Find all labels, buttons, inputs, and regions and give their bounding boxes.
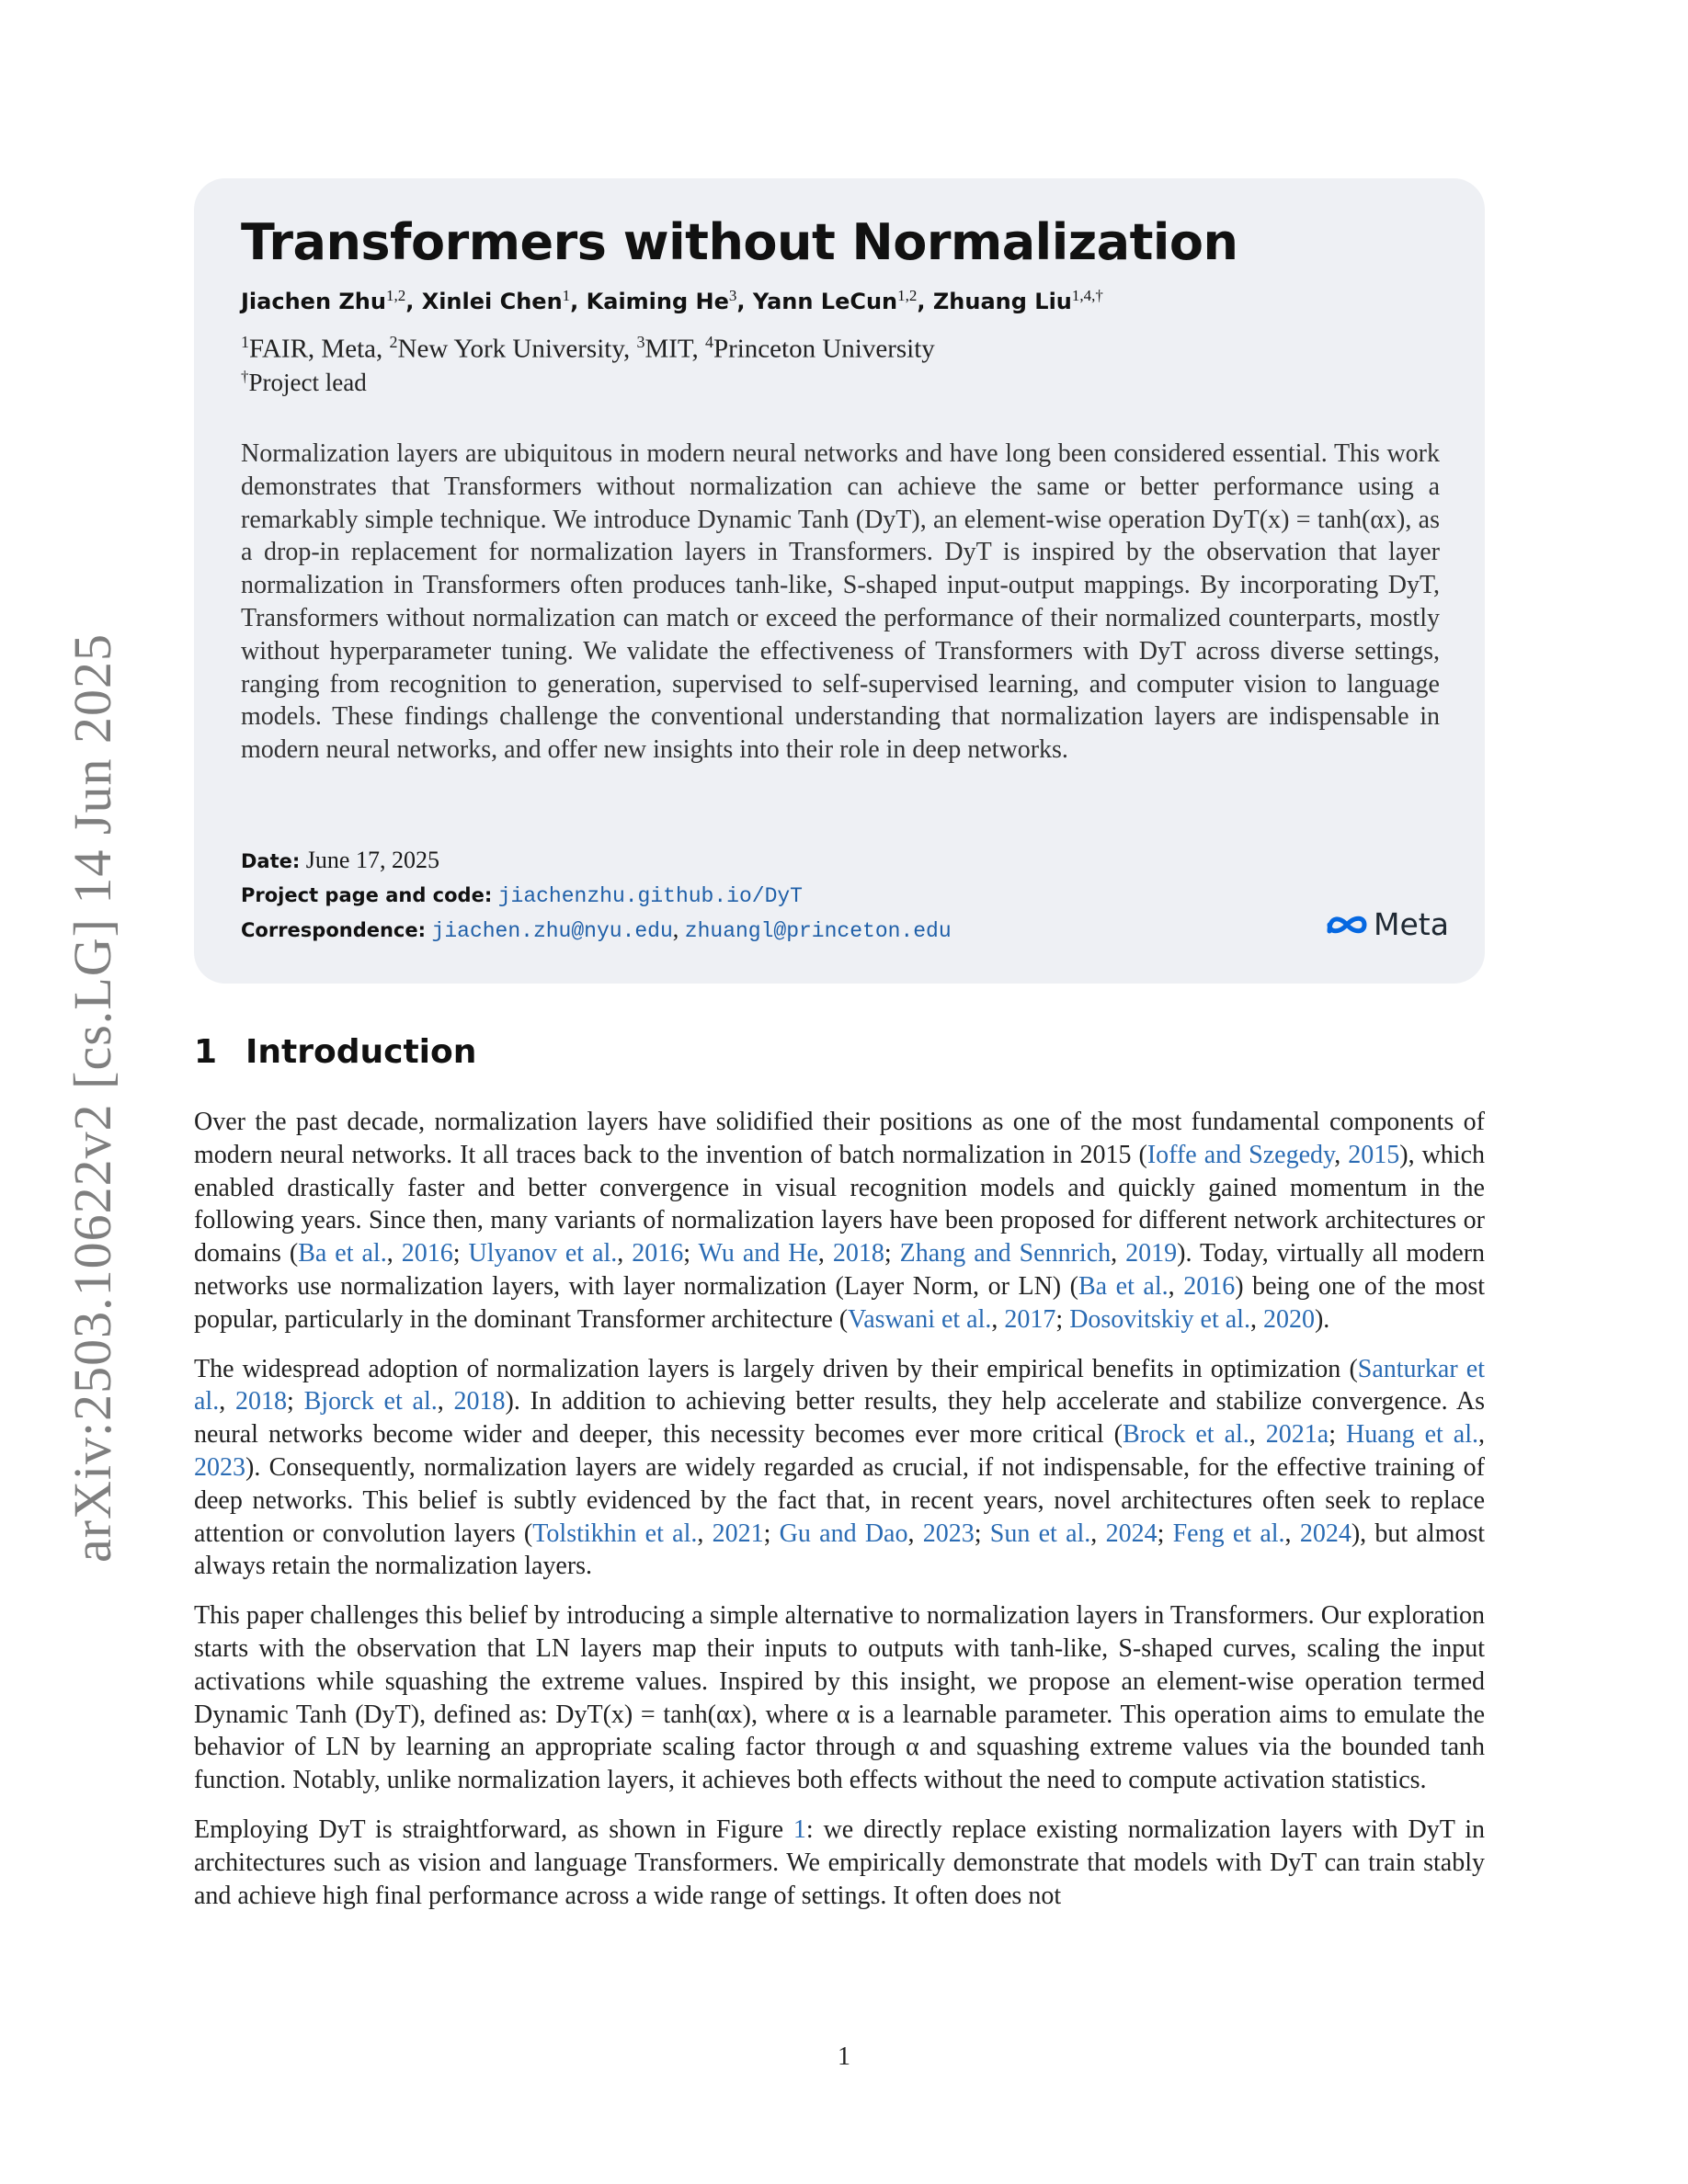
affiliation-mark: 1 xyxy=(241,333,249,351)
arxiv-stamp: arXiv:2503.10622v2 [cs.LG] 14 Jun 2025 xyxy=(63,632,122,1563)
body-text-run: , xyxy=(817,1239,833,1268)
meta-infinity-icon xyxy=(1324,911,1370,938)
date-label: Date: xyxy=(241,850,301,872)
citation-link[interactable]: 2024 xyxy=(1299,1519,1352,1548)
body-text xyxy=(194,1106,1485,1928)
email-link-1[interactable]: jiachen.zhu@nyu.edu xyxy=(431,919,673,943)
correspondence-row xyxy=(241,913,952,948)
body-text-run: , xyxy=(991,1304,1005,1334)
author-name: Jiachen Zhu xyxy=(241,289,386,314)
body-text-run: The widespread adoption of normalization layers is largely driven by their empirical benefits in optimization ( xyxy=(194,1354,1358,1383)
citation-link[interactable]: Santurkar et al. xyxy=(194,1354,1485,1416)
citation-link[interactable]: Feng et al. xyxy=(1172,1519,1285,1548)
body-text-run: ; xyxy=(287,1387,304,1416)
body-text-run: Over the past decade, normalization layers have solidified their positions as one of the most fundamental components of modern neural networks. It all traces back to the invention of batch normalization in 2015 ( xyxy=(194,1108,1485,1169)
author-name: Yann LeCun xyxy=(752,289,898,314)
body-text-run: ; xyxy=(763,1519,780,1548)
citation-link[interactable]: 2024 xyxy=(1105,1519,1158,1548)
citation-link[interactable]: 2017 xyxy=(1004,1304,1056,1334)
body-text-run: , xyxy=(1249,1304,1263,1334)
project-label: Project page and code: xyxy=(241,884,493,906)
date-value: June 17, 2025 xyxy=(305,847,439,873)
body-text-run: ; xyxy=(452,1239,469,1268)
body-text-run: , xyxy=(219,1387,235,1416)
body-text-run: ) being one of the most popular, particularly in the dominant Transformer architecture ( xyxy=(194,1271,1485,1334)
citation-link[interactable]: 2023 xyxy=(194,1452,245,1482)
author-affiliation-mark: 1,2 xyxy=(897,287,918,304)
body-text-run: , xyxy=(1284,1519,1300,1548)
citation-link[interactable]: Tolstikhin et al. xyxy=(532,1519,698,1548)
author-affiliation-mark: 1,2 xyxy=(385,287,406,304)
body-paragraph xyxy=(194,1353,1485,1584)
section-title-text: Introduction xyxy=(245,1033,477,1071)
citation-link[interactable]: Wu and He xyxy=(698,1239,818,1268)
correspondence-label: Correspondence: xyxy=(241,919,427,941)
citation-link[interactable]: 2019 xyxy=(1125,1239,1178,1268)
body-text-run: ; xyxy=(1329,1420,1346,1450)
body-text-run: , xyxy=(1249,1420,1266,1450)
meta-logo-text: Meta xyxy=(1374,906,1449,942)
dagger-mark: † xyxy=(241,368,249,385)
citation-link[interactable]: 2021a xyxy=(1265,1420,1329,1450)
body-text-run: , xyxy=(697,1519,713,1548)
body-text-run: ; xyxy=(1055,1304,1070,1334)
body-paragraph xyxy=(194,1106,1485,1337)
body-text-run: ; xyxy=(974,1519,990,1548)
body-text-run: , xyxy=(437,1387,454,1416)
citation-link[interactable]: Huang et al. xyxy=(1345,1420,1478,1450)
author-name: Zhuang Liu xyxy=(932,289,1072,314)
author-list xyxy=(241,287,1103,314)
author-separator: , xyxy=(570,289,587,314)
citation-link[interactable]: 2018 xyxy=(235,1387,287,1416)
body-text-run: , xyxy=(617,1239,633,1268)
citation-link[interactable]: Sun et al. xyxy=(989,1519,1091,1548)
author-separator: , xyxy=(405,289,422,314)
affiliation-mark: 3 xyxy=(636,333,645,351)
citation-link[interactable]: Zhang and Sennrich xyxy=(899,1239,1112,1268)
affiliation-name: New York University, xyxy=(397,334,637,364)
body-text-run: ). xyxy=(1314,1304,1330,1334)
affiliations xyxy=(241,333,935,365)
citation-link[interactable]: 1 xyxy=(793,1814,806,1844)
project-link[interactable]: jiachenzhu.github.io/DyT xyxy=(497,884,803,908)
citation-link[interactable]: 2015 xyxy=(1348,1140,1400,1169)
project-lead-note xyxy=(241,368,367,397)
citation-link[interactable]: Ulyanov et al. xyxy=(468,1239,618,1268)
body-text-run: This paper challenges this belief by introducing a simple alternative to normalization layers in Transformers. Our exploration starts with the observation that LN layers map their inputs to outputs with tanh-like, S-shaped curves, scaling the input activations while squashing the extreme values. Inspired by this insight, we propose an element-wise operation termed Dynamic Tanh (DyT), defined as: DyT(x) = tanh(αx), where α is a learnable parameter. This operation aims to emulate the behavior of LN by learning an appropriate scaling factor through α and squashing extreme values via the bounded tanh function. Notably, unlike normalization layers, it achieves both effects without the need to compute activation statistics. xyxy=(194,1601,1485,1795)
citation-link[interactable]: Dosovitskiy et al. xyxy=(1069,1304,1250,1334)
citation-link[interactable]: 2018 xyxy=(832,1239,884,1268)
body-paragraph xyxy=(194,1814,1485,1912)
citation-link[interactable]: 2021 xyxy=(712,1519,764,1548)
citation-link[interactable]: Bjorck et al. xyxy=(303,1387,438,1416)
body-text-run: , xyxy=(1111,1239,1126,1268)
paper-meta xyxy=(241,844,952,948)
email-separator: , xyxy=(672,916,685,942)
author-affiliation-mark: 3 xyxy=(728,287,737,304)
citation-link[interactable]: Ba et al. xyxy=(298,1239,387,1268)
body-text-run: , xyxy=(1090,1519,1106,1548)
body-text-run: ). Consequently, normalization layers are widely regarded as crucial, if not indispensable, for the effective training of deep networks. This belief is subtly evidenced by the fact that, in recent years, novel architectures often seek to replace attention or convolution layers ( xyxy=(194,1452,1485,1548)
email-link-2[interactable]: zhuangl@princeton.edu xyxy=(684,919,952,943)
citation-link[interactable]: Ioffe and Szegedy xyxy=(1146,1140,1335,1169)
affiliation-name: FAIR, Meta, xyxy=(249,334,390,364)
citation-link[interactable]: 2018 xyxy=(453,1387,506,1416)
date-row xyxy=(241,844,952,878)
project-row xyxy=(241,878,952,913)
author-affiliation-mark: 1,4,† xyxy=(1071,287,1103,304)
author-name: Kaiming He xyxy=(586,289,729,314)
author-name: Xinlei Chen xyxy=(421,289,563,314)
body-text-run: ), but almost always retain the normalization layers. xyxy=(194,1519,1486,1581)
citation-link[interactable]: 2016 xyxy=(1183,1271,1236,1301)
citation-link[interactable]: 2023 xyxy=(922,1519,975,1548)
citation-link[interactable]: Gu and Dao xyxy=(779,1519,908,1548)
citation-link[interactable]: 2016 xyxy=(401,1239,453,1268)
body-text-run: ; xyxy=(683,1239,699,1268)
affiliation-mark: 4 xyxy=(704,333,713,351)
body-text-run: ), which enabled drastically faster and better convergence in visual recognition models and quickly gained momentum in the following years. Since then, many variants of normalization layers have been proposed for different network architectures or domains ( xyxy=(194,1140,1486,1268)
body-text-run: : we directly replace existing normalization layers with DyT in architectures such as vision and language Transformers. We empirically demonstrate that models with DyT can train stably and achieve high final performance across a wide range of settings. It often does not xyxy=(194,1814,1485,1910)
author-separator: , xyxy=(736,289,753,314)
citation-link[interactable]: Vaswani et al. xyxy=(848,1304,992,1334)
body-text-run: , xyxy=(1168,1271,1184,1301)
affiliation-name: Princeton University xyxy=(713,334,935,364)
affiliation-name: MIT, xyxy=(644,334,705,364)
body-text-run: , xyxy=(907,1519,923,1548)
body-text-run: , xyxy=(1334,1140,1349,1169)
body-text-run: , xyxy=(1478,1420,1485,1450)
affiliation-mark: 2 xyxy=(389,333,398,351)
citation-link[interactable]: Brock et al. xyxy=(1122,1420,1249,1450)
abstract: Normalization layers are ubiquitous in modern neural networks and have long been considered essential. This work demonstrates that Transformers without normalization can achieve the same or better performance using a remarkably simple technique. We introduce Dynamic Tanh (DyT), an element-wise operation DyT(x) = tanh(αx), as a drop-in replacement for normalization layers in Transformers. DyT is inspired by the observation that layer normalization in Transformers often produces tanh-like, S-shaped input-output mappings. By incorporating DyT, Transformers without normalization can match or exceed the performance of their normalized counterparts, mostly without hyperparameter tuning. We validate the effectiveness of Transformers with DyT across diverse settings, ranging from recognition to generation, supervised to self-supervised learning, and computer vision to language models. These findings challenge the conventional understanding that normalization layers are indispensable in modern neural networks, and offer new insights into their role in deep networks. xyxy=(241,439,1440,765)
meta-logo xyxy=(1324,906,1449,942)
body-text-run: ; xyxy=(884,1239,900,1268)
author-affiliation-mark: 1 xyxy=(562,287,571,304)
body-text-run: ; xyxy=(1157,1519,1173,1548)
citation-link[interactable]: 2020 xyxy=(1262,1304,1315,1334)
citation-link[interactable]: 2016 xyxy=(632,1239,684,1268)
body-text-run: ). In addition to achieving better results, they help accelerate and stabilize convergence. As neural networks become wider and deeper, this necessity becomes ever more critical ( xyxy=(194,1387,1486,1450)
paper-title: Transformers without Normalization xyxy=(241,213,1238,271)
body-text-run: ). Today, virtually all modern networks use normalization layers, with layer normalization (Layer Norm, or LN) ( xyxy=(194,1239,1486,1301)
citation-link[interactable]: Ba et al. xyxy=(1078,1271,1169,1301)
body-paragraph xyxy=(194,1599,1485,1797)
body-text-run: , xyxy=(386,1239,402,1268)
section-heading xyxy=(194,1033,476,1071)
author-separator: , xyxy=(917,289,933,314)
body-text-run: Employing DyT is straightforward, as shown in Figure xyxy=(194,1814,793,1844)
page-number: 1 xyxy=(838,2042,850,2071)
section-number: 1 xyxy=(194,1033,218,1071)
project-lead-text: Project lead xyxy=(248,369,367,396)
